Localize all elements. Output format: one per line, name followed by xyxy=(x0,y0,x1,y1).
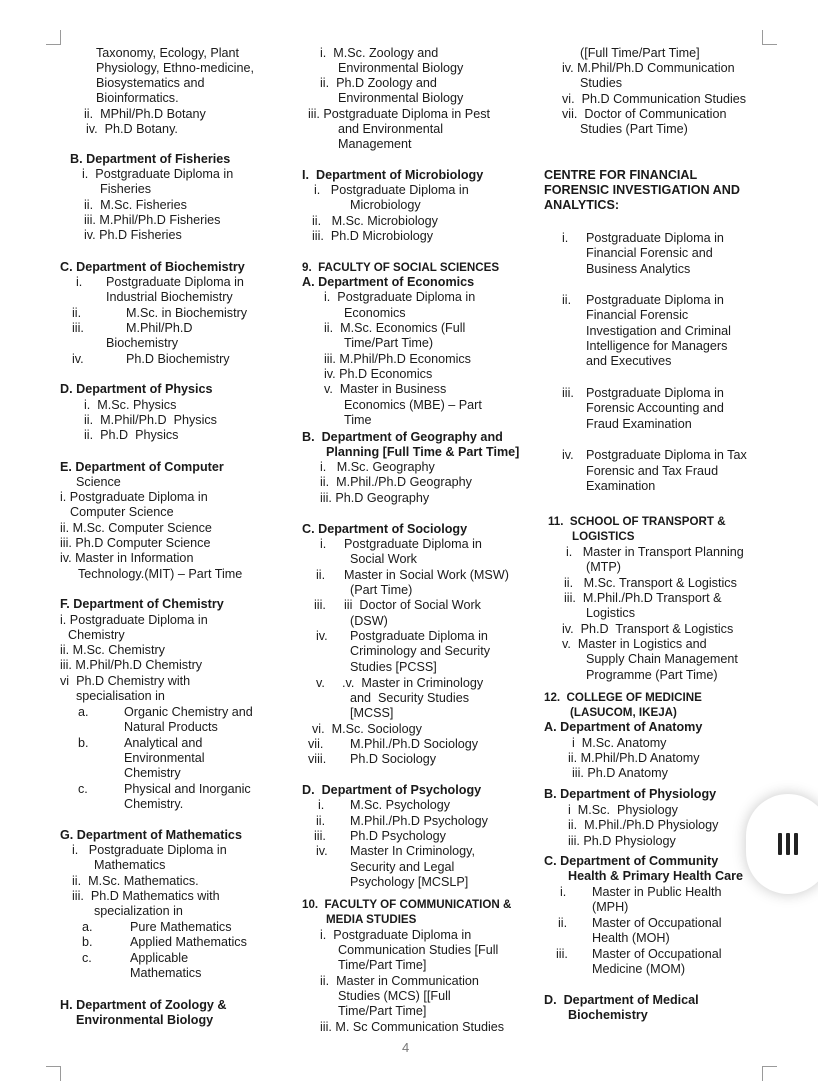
list-line: Forensic and Tax Fraud xyxy=(586,464,719,478)
list-line: Studies (Part Time) xyxy=(580,122,688,136)
list-line: iii. Ph.D Geography xyxy=(320,491,430,505)
list-line: Biochemistry xyxy=(106,336,179,350)
list-line: M.Sc. Psychology xyxy=(350,798,451,812)
list-line: iii. M. Sc Communication Studies xyxy=(320,1020,505,1034)
list-line: iii. M.Phil/Ph.D Fisheries xyxy=(84,213,221,227)
list-line: v. Master in Logistics and xyxy=(562,637,707,651)
list-line: Mathematics xyxy=(130,966,202,980)
list-line: Examination xyxy=(586,479,656,493)
list-line: Postgraduate Diploma in xyxy=(586,231,724,245)
list-line: ii. xyxy=(316,568,326,582)
section-heading: D. Department of Psychology xyxy=(302,783,482,797)
list-line: Computer Science xyxy=(70,505,174,519)
list-line: iv. xyxy=(316,844,328,858)
list-line: Industrial Biochemistry xyxy=(106,290,233,304)
list-line: iii. Ph.D Computer Science xyxy=(60,536,211,550)
list-line: Time/Part Time] xyxy=(338,958,427,972)
section-heading: Planning [Full Time & Part Time] xyxy=(326,445,520,459)
list-line: i M.Sc. Physiology xyxy=(568,803,678,817)
list-line: Taxonomy, Ecology, Plant xyxy=(96,46,240,60)
list-line: Ph.D Psychology xyxy=(350,829,446,843)
list-line: (DSW) xyxy=(350,614,388,628)
list-line: Financial Forensic xyxy=(586,308,689,322)
list-line: ii. M.Sc. Mathematics. xyxy=(72,874,199,888)
list-line: and Executives xyxy=(586,354,672,368)
list-line: Economics (MBE) – Part xyxy=(344,398,482,412)
section-heading: H. Department of Zoology & xyxy=(60,998,227,1012)
list-line: iii Doctor of Social Work xyxy=(344,598,481,612)
list-line: i. Postgraduate Diploma in xyxy=(72,843,227,857)
list-line: viii. xyxy=(308,752,327,766)
list-line: Ph.D Sociology xyxy=(350,752,437,766)
section-heading: C. Department of Biochemistry xyxy=(60,260,245,274)
menu-button[interactable] xyxy=(746,794,818,894)
list-line: i. Master in Transport Planning xyxy=(566,545,744,559)
list-line: Intelligence for Managers xyxy=(586,339,728,353)
list-line: (MTP) xyxy=(586,560,621,574)
list-line: iv. Ph.D Fisheries xyxy=(84,228,182,242)
list-line: Time/Part Time] xyxy=(338,1004,427,1018)
page-corner-mark xyxy=(762,30,777,45)
list-line: Applied Mathematics xyxy=(130,935,247,949)
list-line: iv. M.Phil/Ph.D Communication xyxy=(562,61,735,75)
list-line: ii. M.Sc. Microbiology xyxy=(312,214,438,228)
list-line: Pure Mathematics xyxy=(130,920,232,934)
list-line: iv. Master in Information xyxy=(60,551,194,565)
list-line: iii. M.Phil/Ph.D Economics xyxy=(324,352,471,366)
list-line: and Environmental xyxy=(338,122,444,136)
list-line: iii. Postgraduate Diploma in Pest xyxy=(308,107,491,121)
list-line: i. xyxy=(562,231,569,245)
list-line: iii. xyxy=(556,947,568,961)
list-line: iii. Ph.D Microbiology xyxy=(312,229,434,243)
list-line: Economics xyxy=(344,306,406,320)
list-line: ii. xyxy=(72,306,82,320)
list-line: i. Postgraduate Diploma in xyxy=(324,290,476,304)
list-line: Studies xyxy=(580,76,623,90)
list-line: Psychology [MCSLP] xyxy=(350,875,469,889)
list-line: b. xyxy=(78,736,89,750)
section-heading: D. Department of Physics xyxy=(60,382,213,396)
list-line: Supply Chain Management xyxy=(586,652,738,666)
section-heading: 9. FACULTY OF SOCIAL SCIENCES xyxy=(302,261,500,274)
list-line: i. Postgraduate Diploma in xyxy=(82,167,234,181)
list-line: Social Work xyxy=(350,552,417,566)
section-heading: A. Department of Anatomy xyxy=(544,720,703,734)
list-line: Analytical and xyxy=(124,736,203,750)
list-line: iii. Ph.D Mathematics with xyxy=(72,889,220,903)
page-number: 4 xyxy=(402,1040,410,1055)
list-line: Applicable xyxy=(130,951,189,965)
list-line: Postgraduate Diploma in xyxy=(586,386,724,400)
section-heading: D. Department of Medical xyxy=(544,993,699,1007)
list-line: Chemistry xyxy=(68,628,125,642)
list-line: iii. xyxy=(72,321,84,335)
list-line: ii. M.Phil/Ph.D Anatomy xyxy=(568,751,700,765)
list-line: ii. M.Sc. Fisheries xyxy=(84,198,187,212)
list-line: v. Master in Business xyxy=(324,382,447,396)
list-line: Postgraduate Diploma in xyxy=(106,275,244,289)
section-heading: A. Department of Economics xyxy=(302,275,475,289)
list-line: Time xyxy=(344,413,372,427)
list-line: Microbiology xyxy=(350,198,421,212)
section-heading: B. Department of Geography and xyxy=(302,430,503,444)
list-line: Financial Forensic and xyxy=(586,246,713,260)
list-line: specialization in xyxy=(94,904,183,918)
list-line: iii. xyxy=(562,386,574,400)
list-line: Fisheries xyxy=(100,182,152,196)
section-heading: F. Department of Chemistry xyxy=(60,597,224,611)
menu-icon xyxy=(778,833,782,855)
list-line: i. xyxy=(76,275,83,289)
page-corner-mark xyxy=(762,1066,777,1081)
list-line: Organic Chemistry and xyxy=(124,705,253,719)
page-corner-mark xyxy=(46,1066,61,1081)
list-line: Master In Criminology, xyxy=(350,844,476,858)
list-line: iii. Ph.D Anatomy xyxy=(572,766,668,780)
list-line: ii. M.Phil/Ph.D Physics xyxy=(84,413,217,427)
section-heading: Biochemistry xyxy=(568,1008,648,1022)
list-line: ii. M.Phil./Ph.D Physiology xyxy=(568,818,719,832)
section-heading: 11. SCHOOL OF TRANSPORT & xyxy=(548,515,726,528)
list-line: Criminology and Security xyxy=(350,644,490,658)
list-line: Physiology, Ethno-medicine, xyxy=(96,61,254,75)
list-line: iv. xyxy=(562,448,574,462)
list-line: (Part Time) xyxy=(350,583,413,597)
list-line: i. M.Sc. Zoology and xyxy=(320,46,439,60)
list-line: b. xyxy=(82,935,93,949)
list-line: Ph.D Biochemistry xyxy=(126,352,230,366)
section-heading: E. Department of Computer xyxy=(60,460,224,474)
list-line: ii. xyxy=(562,293,572,307)
list-line: Master of Occupational xyxy=(592,916,722,930)
list-line: i. Postgraduate Diploma in xyxy=(60,490,208,504)
list-line: Programme (Part Time) xyxy=(586,668,718,682)
section-heading: C. Department of Sociology xyxy=(302,522,468,536)
list-line: ii. xyxy=(558,916,568,930)
list-line: Business Analytics xyxy=(586,262,691,276)
list-line: a. xyxy=(78,705,89,719)
list-line: Medicine (MOM) xyxy=(592,962,686,976)
section-heading: I. Department of Microbiology xyxy=(302,168,484,182)
list-line: ii. Ph.D Zoology and xyxy=(320,76,437,90)
list-line: M.Phil/Ph.D xyxy=(126,321,193,335)
list-line: Physical and Inorganic xyxy=(124,782,251,796)
list-line: vi Ph.D Chemistry with xyxy=(60,674,191,688)
section-heading: MEDIA STUDIES xyxy=(326,913,417,926)
list-line: Postgraduate Diploma in xyxy=(350,629,488,643)
list-line: iii. xyxy=(314,829,326,843)
list-line: specialisation in xyxy=(76,689,165,703)
list-line: Master of Occupational xyxy=(592,947,722,961)
list-line: Studies (MCS) [[Full xyxy=(338,989,451,1003)
section-heading: ANALYTICS: xyxy=(544,198,620,212)
list-line: i M.Sc. Anatomy xyxy=(572,736,667,750)
section-heading: FORENSIC INVESTIGATION AND xyxy=(544,183,740,197)
section-heading: 10. FACULTY OF COMMUNICATION & xyxy=(302,898,512,911)
list-line: iii. M.Phil/Ph.D Chemistry xyxy=(60,658,203,672)
list-line: Postgraduate Diploma in xyxy=(586,293,724,307)
list-line: Science xyxy=(76,475,121,489)
page-corner-mark xyxy=(46,30,61,45)
section-heading: B. Department of Physiology xyxy=(544,787,717,801)
section-heading: Environmental Biology xyxy=(76,1013,214,1027)
list-line: Environmental xyxy=(124,751,205,765)
list-line: i. Postgraduate Diploma in xyxy=(60,613,208,627)
list-line: Mathematics xyxy=(94,858,166,872)
list-line: iv. xyxy=(316,629,328,643)
list-line: Chemistry xyxy=(124,766,181,780)
section-heading: CENTRE FOR FINANCIAL xyxy=(544,168,698,182)
section-heading: C. Department of Community xyxy=(544,854,719,868)
list-line: Environmental Biology xyxy=(338,91,464,105)
list-line: ii. Ph.D Physics xyxy=(84,428,179,442)
list-line: ([Full Time/Part Time] xyxy=(580,46,700,60)
list-line: Master in Social Work (MSW) xyxy=(344,568,509,582)
list-line: Management xyxy=(338,137,412,151)
list-line: i. xyxy=(560,885,567,899)
list-line: .v. Master in Criminology xyxy=(342,676,484,690)
list-line: Logistics xyxy=(586,606,635,620)
list-line: i. M.Sc. Physics xyxy=(84,398,177,412)
list-line: Fraud Examination xyxy=(586,417,692,431)
list-line: M.Sc. in Biochemistry xyxy=(126,306,248,320)
list-line: iii. M.Phil./Ph.D Transport & xyxy=(564,591,722,605)
list-line: v. xyxy=(316,676,325,690)
list-line: i. xyxy=(320,537,327,551)
list-line: a. xyxy=(82,920,93,934)
list-line: iii. Ph.D Physiology xyxy=(568,834,676,848)
list-line: iv. xyxy=(72,352,84,366)
list-line: i. xyxy=(318,798,325,812)
list-line: ii. M.Phil./Ph.D Geography xyxy=(320,475,472,489)
list-line: Forensic Accounting and xyxy=(586,401,724,415)
list-line: ii. xyxy=(316,814,326,828)
section-heading: Health & Primary Health Care xyxy=(568,869,743,883)
list-line: ii. M.Sc. Computer Science xyxy=(60,521,212,535)
list-line: i. Postgraduate Diploma in xyxy=(320,928,472,942)
list-line: ii. Master in Communication xyxy=(320,974,479,988)
list-line: Master in Public Health xyxy=(592,885,722,899)
section-heading: 12. COLLEGE OF MEDICINE xyxy=(544,691,702,704)
list-line: Technology.(MIT) – Part Time xyxy=(78,567,243,581)
list-line: vi. M.Sc. Sociology xyxy=(312,722,422,736)
list-line: Postgraduate Diploma in xyxy=(344,537,482,551)
list-line: ii. M.Sc. Chemistry xyxy=(60,643,165,657)
list-line: Studies [PCSS] xyxy=(350,660,437,674)
list-line: c. xyxy=(78,782,88,796)
list-line: ii. MPhil/Ph.D Botany xyxy=(84,107,206,121)
list-line: and Security Studies xyxy=(350,691,470,705)
list-line: vi. Ph.D Communication Studies xyxy=(562,92,747,106)
list-line: M.Phil./Ph.D Psychology xyxy=(350,814,488,828)
list-line: iv. Ph.D Economics xyxy=(324,367,433,381)
list-line: Bioinformatics. xyxy=(96,91,179,105)
list-line: iii. xyxy=(314,598,326,612)
list-line: ii. M.Sc. Economics (Full xyxy=(324,321,466,335)
list-line: Communication Studies [Full xyxy=(338,943,499,957)
list-line: iv. Ph.D Botany. xyxy=(86,122,178,136)
list-line: Time/Part Time) xyxy=(344,336,434,350)
list-line: Biosystematics and xyxy=(96,76,205,90)
list-line: Health (MOH) xyxy=(592,931,670,945)
list-line: Security and Legal xyxy=(350,860,455,874)
list-line: Environmental Biology xyxy=(338,61,464,75)
list-line: i. M.Sc. Geography xyxy=(320,460,435,474)
list-line: iv. Ph.D Transport & Logistics xyxy=(562,622,734,636)
section-heading: LOGISTICS xyxy=(572,530,635,543)
list-line: Postgraduate Diploma in Tax xyxy=(586,448,747,462)
section-heading: (LASUCOM, IKEJA) xyxy=(570,706,677,719)
list-line: vii. Doctor of Communication xyxy=(562,107,727,121)
section-heading: G. Department of Mathematics xyxy=(60,828,242,842)
list-line: Investigation and Criminal xyxy=(586,324,731,338)
list-line: c. xyxy=(82,951,92,965)
list-line: M.Phil./Ph.D Sociology xyxy=(350,737,479,751)
list-line: [MCSS] xyxy=(350,706,394,720)
list-line: ii. M.Sc. Transport & Logistics xyxy=(564,576,737,590)
list-line: vii. xyxy=(308,737,324,751)
list-line: Natural Products xyxy=(124,720,218,734)
list-line: Chemistry. xyxy=(124,797,184,811)
list-line: i. Postgraduate Diploma in xyxy=(314,183,469,197)
list-line: (MPH) xyxy=(592,900,629,914)
section-heading: B. Department of Fisheries xyxy=(70,152,231,166)
